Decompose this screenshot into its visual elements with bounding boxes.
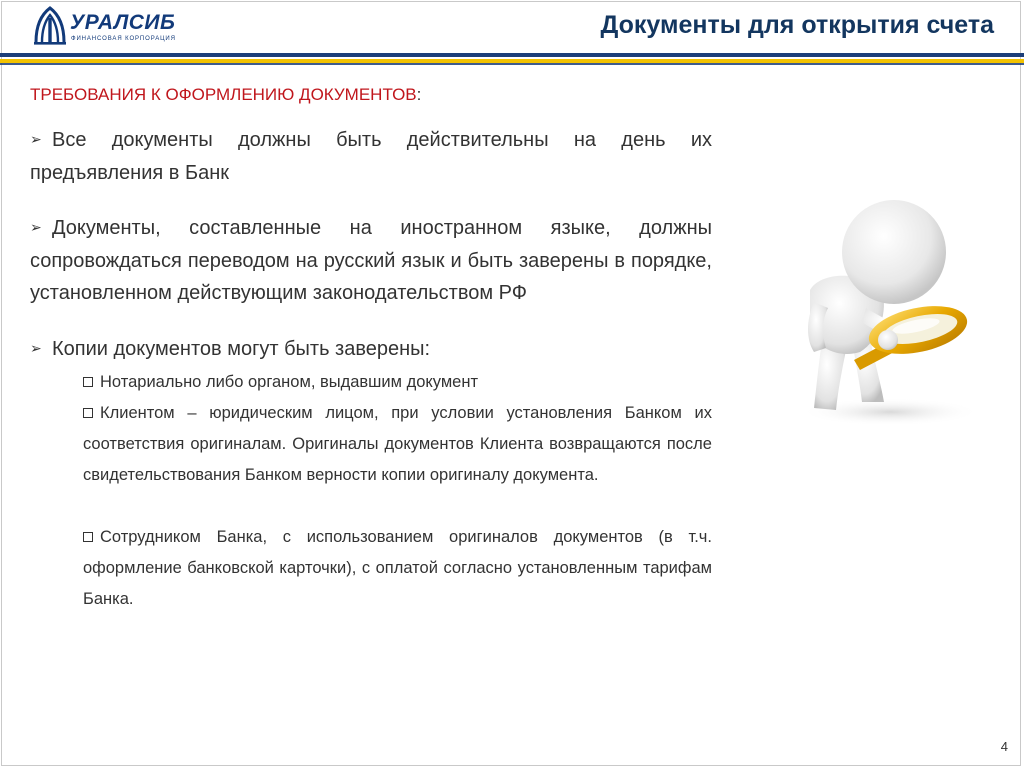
- section-heading-text: ТРЕБОВАНИЯ К ОФОРМЛЕНИЮ ДОКУМЕНТОВ: [30, 85, 417, 104]
- sub-item-text: Сотрудником Банка, с использованием оригиналов документов (в т.ч. оформление банковской карточки), с оплатой согласно установленным тарифам Банка.: [83, 528, 712, 608]
- bullet-arrow-icon: ➢: [30, 131, 42, 147]
- bullet-arrow-icon: ➢: [30, 340, 42, 356]
- bullet-item: [30, 333, 712, 366]
- sub-item-text: Нотариально либо органом, выдавшим документ: [100, 373, 479, 391]
- magnifier-figure-illustration: [770, 190, 1000, 440]
- header-stripe-blue-thin: [0, 63, 1024, 65]
- bullet-arrow-icon: ➢: [30, 219, 42, 235]
- sub-item: [83, 398, 712, 491]
- checkbox-bullet-icon: [83, 377, 93, 387]
- page-number: 4: [1000, 739, 1008, 754]
- checkbox-bullet-icon: [83, 408, 93, 418]
- section-heading-colon: :: [416, 85, 422, 104]
- logo-subtitle: ФИНАНСОВАЯ КОРПОРАЦИЯ: [71, 36, 176, 42]
- bullet-text: Документы, составленные на иностранном языке, должны сопровождаться переводом на русский язык и быть заверены в порядке, установленном действующим законодательством РФ: [30, 217, 712, 304]
- header-stripe-blue: [0, 53, 1024, 57]
- sub-item: [83, 522, 712, 615]
- bullet-item: [30, 124, 712, 189]
- sub-item: [83, 367, 712, 398]
- section-heading: [30, 82, 730, 108]
- slide-title: Документы для открытия счета: [600, 11, 994, 39]
- magnifying-glass-person-icon: [770, 190, 1000, 440]
- bullet-item: [30, 212, 712, 309]
- checkbox-bullet-icon: [83, 532, 93, 542]
- bullet-text: Копии документов могут быть заверены:: [52, 338, 431, 360]
- sub-item-text: Клиентом – юридическим лицом, при условии установления Банком их соответствия оригиналам. Оригиналы документов Клиента возвращаются после свидетельствования Банком верности копии оригиналу документа.: [83, 404, 712, 484]
- uralsib-emblem-icon: [32, 6, 68, 46]
- bullet-text: Все документы должны быть действительны на день их предъявления в Банк: [30, 129, 712, 184]
- logo-name: УРАЛСИБ: [70, 11, 176, 34]
- logo: [32, 6, 182, 50]
- header: [0, 0, 1024, 54]
